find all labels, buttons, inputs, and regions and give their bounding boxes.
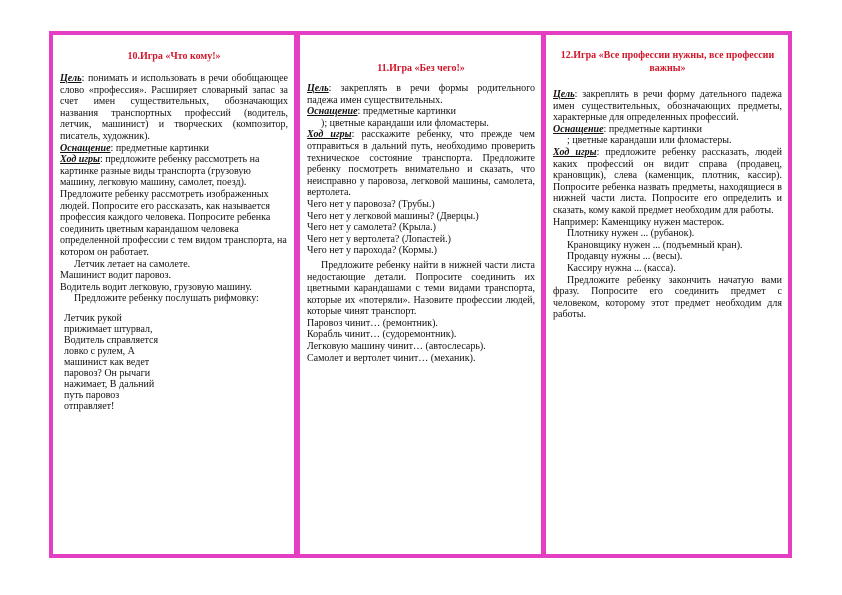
poem-line: отправляет! <box>64 400 115 412</box>
game-10-course <box>60 154 288 258</box>
goal-label: Цель <box>60 73 82 84</box>
final-text: Предложите ребенку закончить начатую вами фразу. Попросите его соединить предмет с человеком, которому этот предмет необходим для работы. <box>553 274 782 321</box>
question-line: Чего нет у легковой машины? (Дверцы.) <box>307 210 479 222</box>
game-10-title: 10.Игра «Что кому!» <box>127 51 221 62</box>
example-line: Продавцу нужны ... (весы). <box>567 251 683 263</box>
poem-line: Летчик рукой <box>64 312 122 324</box>
game-11-course <box>307 129 535 199</box>
answer-line: Паровоз чинит… (ремонтник). <box>307 317 438 329</box>
game-12-title: 12.Игра «Все профессии нужны, все профессии важны» <box>560 50 775 74</box>
course-text: : расскажите ребенку, что прежде чем отправиться в дальний путь, необходимо проверить техническое состояние транспорта. Предложите ребенку посмотреть внимательно и сказать, что неисправно у паровоза, легковой машины, самолета, вертолета. <box>307 129 535 199</box>
task-text: Предложите ребенку найти в нижней части листа недостающие детали. Попросите соединить их цветными карандашами с теми видами транспорта, которые их «потеряли». Назовите профессии людей, которые чинят транспорт. <box>307 259 535 318</box>
answer-line: Самолет и вертолет чинит… (механик). <box>307 352 476 364</box>
goal-label: Цель <box>553 89 575 100</box>
poem-line: Водитель справляется <box>64 334 159 346</box>
question-line: Чего нет у вертолета? (Лопастей.) <box>307 233 451 245</box>
poem-line: путь паровоз <box>64 389 120 401</box>
text-line: Летчик летает на самолете. <box>74 258 191 270</box>
goal-text: : понимать и использовать в речи обобщающее слово «профессия». Расширяет словарный запас за счет имен существительных, обозначающих названия транспортных профессий (водитель, летчик, машинист) и творческих (композитор, писатель, художник). <box>60 73 288 142</box>
game-10-card <box>49 31 298 558</box>
course-label: Ход игры <box>553 146 597 158</box>
game-12-equipment <box>553 124 782 136</box>
goal-text: : закреплять в речи форму дательного падежа имен существительных, обозначающих предметы, характерные для определенных профессий. <box>553 89 782 124</box>
game-10-equipment <box>60 143 288 155</box>
example-line: Крановщику нужен ... (подъемный кран). <box>567 239 743 251</box>
course-label: Ход игры <box>307 129 352 141</box>
goal-text: : закреплять в речи формы родительного падежа имен существительных. <box>307 83 535 106</box>
answer-line: Корабль чинит… (судоремонтник). <box>307 329 457 341</box>
game-12-goal <box>553 89 782 124</box>
poem-line: паровоз? Он рычаги <box>64 367 151 379</box>
course-text: : предложите ребенку рассмотреть на картинке разные виды транспорта (грузовую машину, легковую машину, самолет, поезд). Предложите ребенку рассмотреть изображенных людей. Попросите его рассказать, как называется профессия каждого человека. Попросите ребенка соединить цветным карандашом человека определенной профессии с тем видом транспорта, на котором он работает. <box>60 154 287 258</box>
course-text: : предложите ребенку рассказать, людей каких профессий он видит справа (продавец, крановщик), слева (каменщик, плотник, кассир). Попросите ребенка назвать предметы, находящиеся в нижней части листа. Попросите его определить и сказать, кому какой предмет необходим для работы. <box>553 146 782 216</box>
question-line: Чего нет у парохода? (Кормы.) <box>307 245 438 257</box>
equipment-label: Оснащение <box>307 106 358 118</box>
game-12-card <box>542 31 792 558</box>
equipment-label: Оснащение <box>60 142 111 154</box>
goal-label: Цель <box>307 83 329 94</box>
poem-line: машинист как ведет <box>64 356 150 368</box>
example-line: Например: Каменщику нужен мастерок. <box>553 216 725 228</box>
game-11-equipment <box>307 106 535 118</box>
game-11-title: 11.Игра «Без чего!» <box>377 63 465 74</box>
rhyme <box>60 313 288 412</box>
course-label: Ход игры <box>60 154 100 166</box>
example-line: Кассиру нужна ... (касса). <box>567 262 676 274</box>
equipment-text-2: ; цветные карандаши или фломастеры. <box>567 135 732 147</box>
equipment-text: : предметные картинки <box>357 106 457 118</box>
text-line: Предложите ребенку послушать рифмовку: <box>74 293 259 305</box>
example-line: Плотнику нужен ... (рубанок). <box>567 228 695 240</box>
game-12-course <box>553 147 782 217</box>
game-10-goal <box>60 73 288 143</box>
game-11-goal <box>307 83 535 106</box>
equipment-text: : предметные картинки <box>110 142 210 154</box>
poem-line: нажимает, В дальний <box>64 378 155 390</box>
answer-line: Легковую машину чинит… (автослесарь). <box>307 341 486 353</box>
equipment-text: : предметные картинки <box>603 123 703 135</box>
equipment-text-2: ); цветные карандаши или фломастеры. <box>321 117 489 129</box>
question-line: Чего нет у самолета? (Крыла.) <box>307 222 436 234</box>
question-line: Чего нет у паровоза? (Трубы.) <box>307 198 435 210</box>
text-line: Машинист водит паровоз. <box>60 270 171 282</box>
game-11-card <box>296 31 545 558</box>
equipment-label: Оснащение <box>553 123 604 135</box>
poem-line: ловко с рулем, А <box>64 345 135 357</box>
poem-line: прижимает штурвал, <box>64 323 153 335</box>
text-line: Водитель водит легковую, грузовую машину. <box>60 281 252 293</box>
